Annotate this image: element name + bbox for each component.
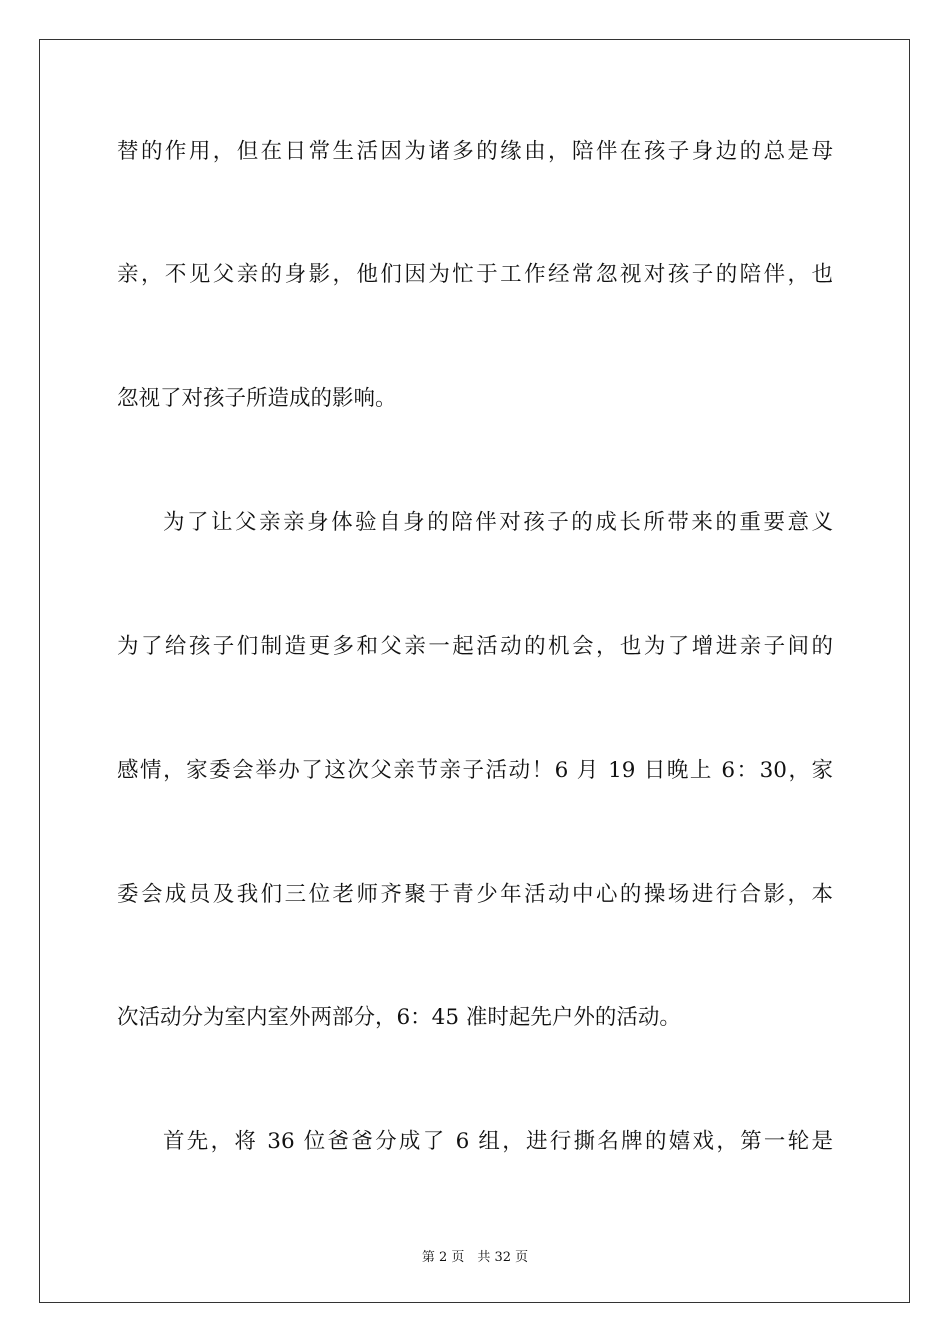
text-line-2: 亲，不见父亲的身影，他们因为忙于工作经常忽视对孩子的陪伴，也 (117, 262, 833, 287)
text-line-4: 为了让父亲亲身体验自身的陪伴对孩子的成长所带来的重要意义 (163, 510, 833, 535)
page-border (39, 39, 910, 1303)
text-line-9: 首先，将 36 位爸爸分成了 6 组，进行撕名牌的嬉戏，第一轮是 (163, 1129, 833, 1154)
text-line-1: 替的作用，但在日常生活因为诸多的缘由，陪伴在孩子身边的总是母 (117, 139, 833, 164)
text-line-6: 感情，家委会举办了这次父亲节亲子活动！6 月 19 日晚上 6：30，家 (117, 758, 833, 783)
text-line-8: 次活动分为室内室外两部分，6：45 准时起先户外的活动。 (117, 1005, 681, 1030)
text-line-7: 委会成员及我们三位老师齐聚于青少年活动中心的操场进行合影，本 (117, 882, 833, 907)
text-line-5: 为了给孩子们制造更多和父亲一起活动的机会，也为了增进亲子间的 (117, 634, 833, 659)
page-number-footer: 第 2 页 共 32 页 (421, 1250, 529, 1265)
text-line-3: 忽视了对孩子所造成的影响。 (117, 386, 397, 411)
